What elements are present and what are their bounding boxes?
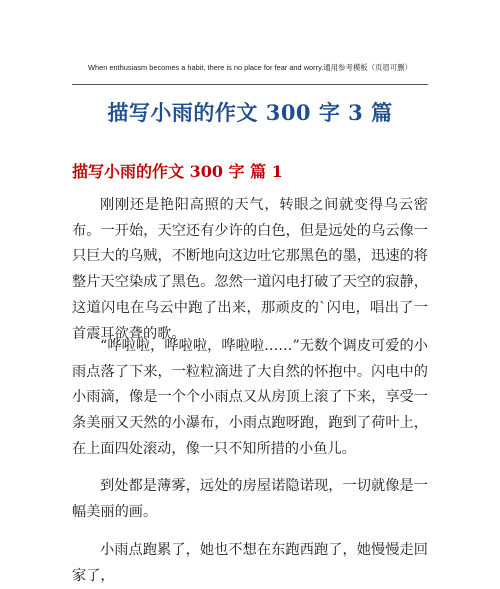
paragraph: 刚刚还是艳阳高照的天气，转眼之间就变得乌云密布。一开始，天空还有少许的白色，但是远处的乌云像一只巨大的乌贼，不断地向这边吐它那黑色的墨，迅速的将整片天空染成了黑色。忽然一道闪电打破了天空的寂静，这道闪电在乌云中跑了出来，那顽皮的`闪电，唱出了一首震耳欲聋的歌。 — [72, 197, 428, 342]
paragraph: “哗啦啦，哗啦啦，哗啦啦……”无数个调皮可爱的小雨点落了下来，一粒粒滴进了大自然的怀抱中。闪电中的小雨滴，像是一个个小雨点又从房顶上滚了下来，享受一条美丽又天然的小瀑布，小雨点跑呀跑，跑到了荷叶上，在上面四处滚动，像一只不知所措的小鱼儿。 — [72, 338, 428, 457]
paragraph: 小雨点跑累了，她也不想在东跑西跑了，她慢慢走回家了， — [72, 542, 428, 584]
page-header-tagline: When enthusiasm becomes a habit, there is no place for fear and worry.通用参考模板（页眉可删） — [88, 63, 412, 72]
section-title: 描写小雨的作文 300 字 篇 1 — [72, 162, 283, 181]
document-title: 描写小雨的作文 300 字 3 篇 — [107, 100, 393, 125]
header-divider — [72, 84, 428, 85]
paragraph: 到处都是薄雾，远处的房屋诺隐诺现，一切就像是一幅美丽的画。 — [72, 478, 428, 520]
